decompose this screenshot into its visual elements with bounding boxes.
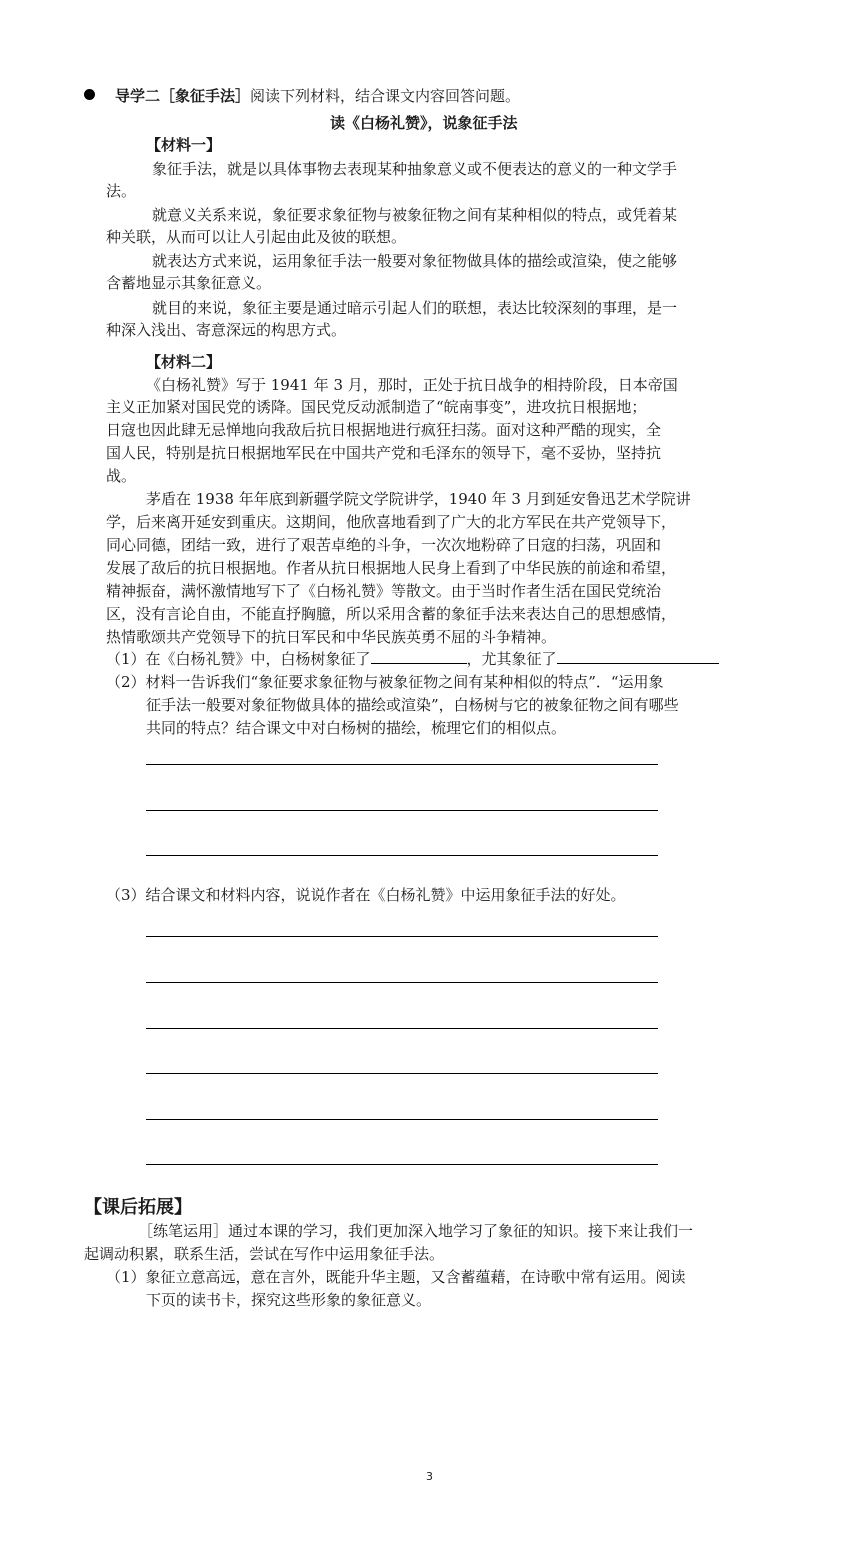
material2-line: 区，没有言论自由，不能直抒胸臆，所以采用含蓄的象征手法来表达自己的思想感情，: [106, 605, 677, 623]
extension-line: 下页的读书卡，探究这些形象的象征意义。: [146, 1291, 432, 1309]
extension-line: （1）象征立意高远，意在言外，既能升华主题，又含蓄蕴藉，在诗歌中常有运用。阅读: [106, 1268, 686, 1286]
extension-line: ［练笔运用］通过本课的学习，我们更加深入地学习了象征的知识。接下来让我们一: [138, 1222, 694, 1240]
answer-line[interactable]: [146, 1164, 658, 1165]
answer-line[interactable]: [146, 982, 658, 983]
material2-line: 茅盾在 1938 年年底到新疆学院文学院讲学，1940 年 3 月到延安鲁迅艺术学院讲: [146, 490, 691, 508]
question-1-text-b: ，尤其象征了: [466, 650, 557, 668]
question-1-text: （1）在《白杨礼赞》中，白杨树象征了: [106, 650, 371, 668]
extension-line: 起调动积累，联系生活，尝试在写作中运用象征手法。: [84, 1245, 445, 1263]
material1-line: 就表达方式来说，运用象征手法一般要对象征物做具体的描绘或渲染，使之能够: [152, 252, 678, 270]
material1-line: 含蓄地显示其象征意义。: [106, 274, 272, 292]
material2-line: 精神振奋，满怀激情地写下了《白杨礼赞》等散文。由于当时作者生活在国民党统治: [106, 582, 662, 600]
question-1-blank-2[interactable]: [557, 648, 719, 664]
answer-line[interactable]: [146, 936, 658, 937]
material1-line: 法。: [106, 182, 137, 200]
material1-line: 种深入浅出、寄意深远的构思方式。: [106, 321, 347, 339]
bullet-icon: [84, 89, 95, 100]
material2-line: 日寇也因此肆无忌惮地向我敌后抗日根据地进行疯狂扫荡。面对这种严酷的现实，全: [106, 421, 662, 439]
answer-line[interactable]: [146, 1073, 658, 1074]
section-heading-instruction: 阅读下列材料，结合课文内容回答问题。: [250, 87, 521, 105]
question-2-line: 共同的特点？结合课文中对白杨树的描绘，梳理它们的相似点。: [146, 719, 567, 737]
question-1: [106, 648, 719, 669]
question-2-line: 征手法一般要对象征物做具体的描绘或渲染”，白杨树与它的被象征物之间有哪些: [146, 696, 679, 714]
answer-line[interactable]: [146, 1119, 658, 1120]
material2-line: 发展了敌后的抗日根据地。作者从抗日根据地人民身上看到了中华民族的前途和希望，: [106, 559, 677, 577]
material1-line: 就目的来说，象征主要是通过暗示引起人们的联想，表达比较深刻的事理，是一: [152, 299, 678, 317]
material1-label: 【材料一】: [146, 136, 222, 154]
material2-line: 国人民，特别是抗日根据地军民在中国共产党和毛泽东的领导下，毫不妥协，坚持抗: [106, 444, 662, 462]
question-3: （3）结合课文和材料内容，说说作者在《白杨礼赞》中运用象征手法的好处。: [106, 886, 626, 904]
material2-line: 《白杨礼赞》写于 1941 年 3 月，那时，正处于抗日战争的相持阶段，日本帝国: [146, 376, 678, 394]
material2-line: 主义正加紧对国民党的诱降。国民党反动派制造了“皖南事变”，进攻抗日根据地；: [106, 398, 647, 416]
question-1-blank-1[interactable]: [371, 648, 467, 664]
material2-line: 战。: [106, 467, 137, 485]
material2-line: 热情歌颂共产党领导下的抗日军民和中华民族英勇不屈的斗争精神。: [106, 628, 557, 646]
answer-line[interactable]: [146, 764, 658, 765]
section-heading: [115, 85, 520, 106]
material1-line: 种关联，从而可以让人引起由此及彼的联想。: [106, 228, 407, 246]
material1-line: 象征手法，就是以具体事物去表现某种抽象意义或不便表达的意义的一种文学手: [152, 160, 678, 178]
answer-line[interactable]: [146, 1028, 658, 1029]
material2-line: 学，后来离开延安到重庆。这期间，他欣喜地看到了广大的北方军民在共产党领导下，: [106, 513, 677, 531]
extension-title: 【课后拓展】: [84, 1197, 192, 1218]
material2-line: 同心同德，团结一致，进行了艰苦卓绝的斗争，一次次地粉碎了日寇的扫荡，巩固和: [106, 536, 662, 554]
page-number: 3: [426, 1470, 433, 1483]
question-2-line: （2）材料一告诉我们“象征要求象征物与被象征物之间有某种相似的特点”．“运用象: [106, 673, 664, 691]
article-title: 读《白杨礼赞》，说象征手法: [330, 114, 518, 132]
answer-line[interactable]: [146, 810, 658, 811]
answer-line[interactable]: [146, 855, 658, 856]
material1-line: 就意义关系来说，象征要求象征物与被象征物之间有某种相似的特点，或凭着某: [152, 206, 678, 224]
section-heading-label: 导学二［象征手法］: [115, 87, 251, 105]
material2-label: 【材料二】: [146, 353, 222, 371]
